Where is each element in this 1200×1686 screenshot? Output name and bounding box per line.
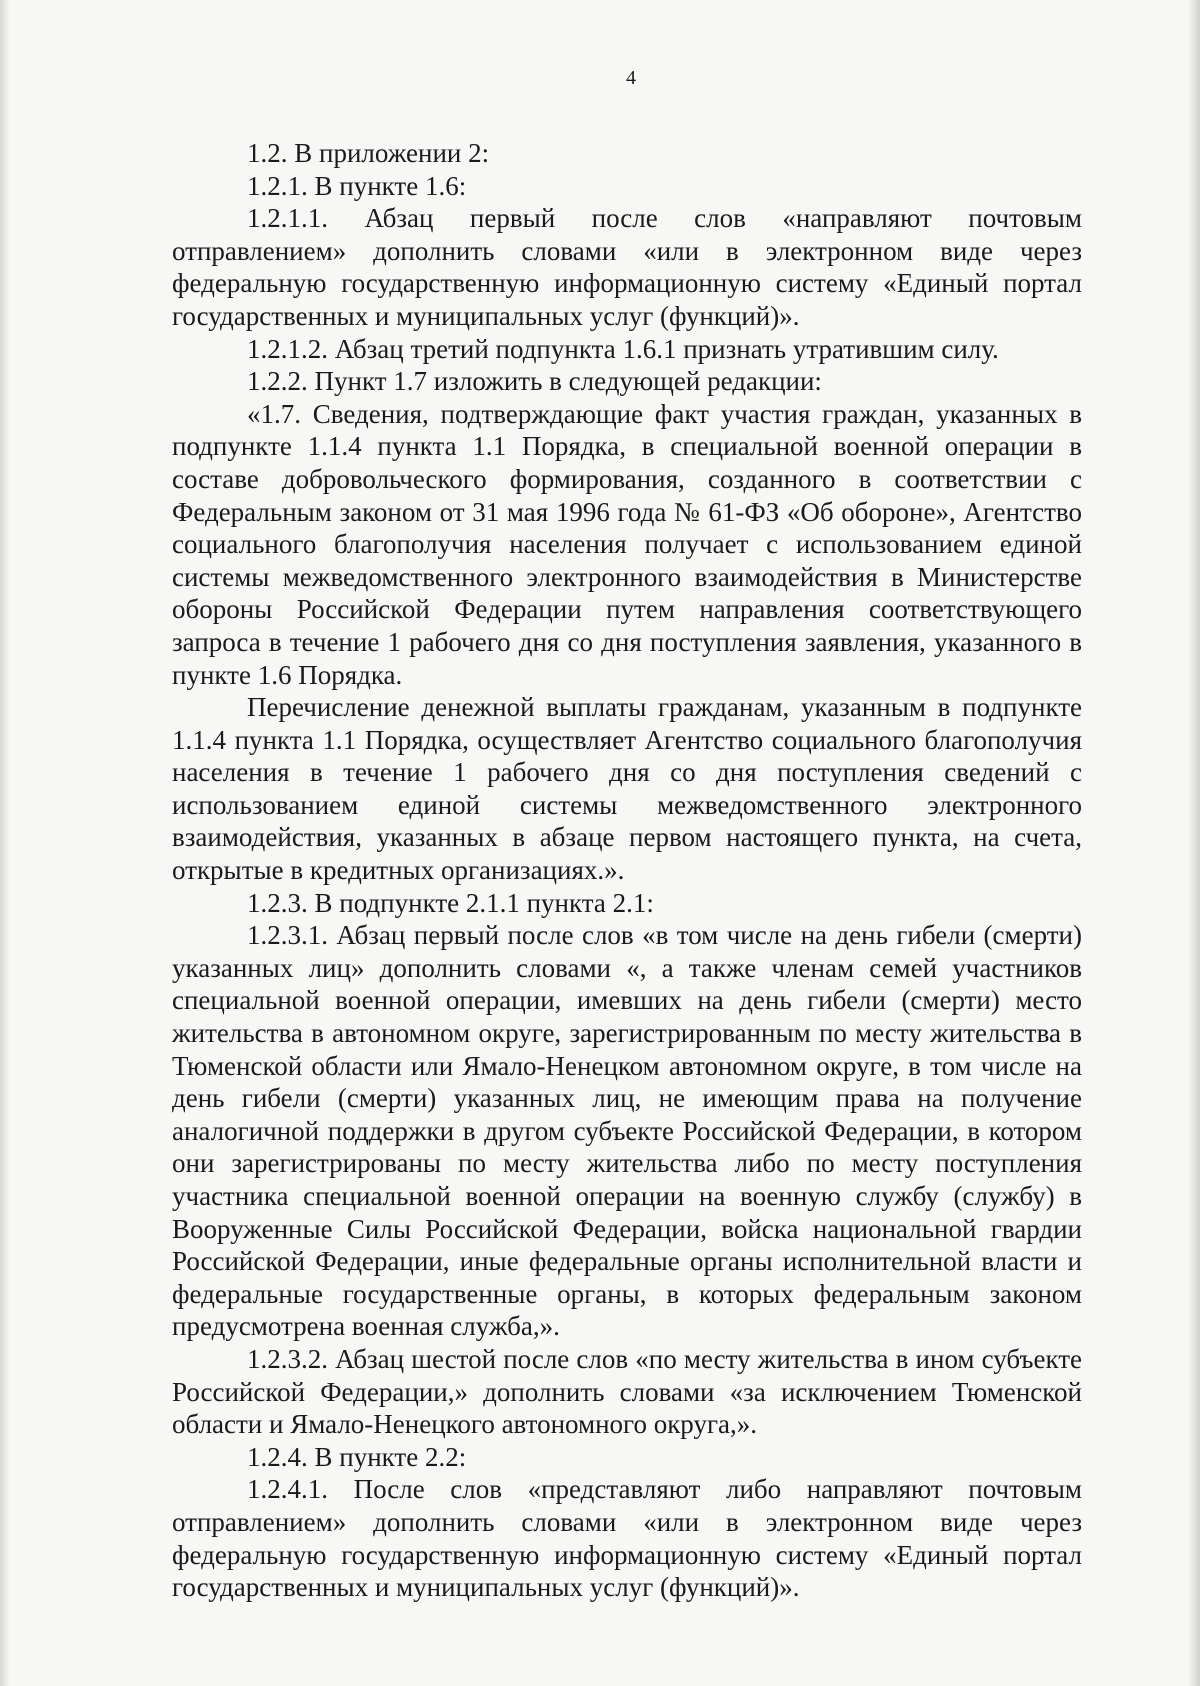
paragraph-1-2-3-1: 1.2.3.1. Абзац первый после слов «в том числе на день гибели (смерти) указанных лиц» дополнить словами «, а также членам семей участников специальной военной операции, имевших на день гибели (смерти) место жительства в автономном округе, зарегистрированным по месту жительства в Тюменской области или Ямало-Ненецком автономном округе, в том числе на день гибели (смерти) указанных лиц, не имеющим права на получение аналогичной поддержки в другом субъекте Российской Федерации, в котором они зарегистрированы по месту жительства либо по месту поступления участника специальной военной операции на военную службу (службу) в Вооруженные Силы Российской Федерации, войска национальной гвардии Российской Федерации, иные федеральные органы исполнительной власти и федеральные государственные органы, в которых федеральным законом предусмотрена военная служба,». bbox=[172, 920, 1082, 1342]
document-body bbox=[172, 137, 1082, 1604]
paragraph-1-7-transfer: Перечисление денежной выплаты гражданам, указанным в подпункте 1.1.4 пункта 1.1 Порядка, осуществляет Агентство социального благополучия населения в течение 1 рабочего дня со дня поступления сведений с использованием единой системы межведомственного электронного взаимодействия, указанных в абзаце первом настоящего пункта, на счета, открытые в кредитных организациях.». bbox=[172, 692, 1082, 886]
paragraph-1-2-4-1: 1.2.4.1. После слов «представляют либо направляют почтовым отправлением» дополнить словами «или в электронном виде через федеральную государственную информационную систему «Единый портал государственных и муниципальных услуг (функций)». bbox=[172, 1474, 1082, 1603]
paragraph-1-2-4: 1.2.4. В пункте 2.2: bbox=[247, 1441, 467, 1472]
paragraph-1-2: 1.2. В приложении 2: bbox=[247, 138, 490, 168]
paragraph-1-2-2: 1.2.2. Пункт 1.7 изложить в следующей редакции: bbox=[247, 366, 822, 397]
paragraph-1-7-quote: «1.7. Сведения, подтверждающие факт участия граждан, указанных в подпункте 1.1.4 пункта 1.1 Порядка, в специальной военной операции в составе добровольческого формирования, созданного в соответствии с Федеральным законом от 31 мая 1996 года № 61-ФЗ «Об обороне», Агентство социального благополучия населения получает с использованием единой системы межведомственного электронного взаимодействия в Министерстве обороны Российской Федерации путем направления соответствующего запроса в течение 1 рабочего дня со дня поступления заявления, указанного в пункте 1.6 Порядка. bbox=[172, 398, 1082, 690]
paragraph-1-2-1-2: 1.2.1.2. Абзац третий подпункта 1.6.1 признать утратившим силу. bbox=[247, 333, 999, 364]
paragraph-1-2-1-1: 1.2.1.1. Абзац первый после слов «направляют почтовым отправлением» дополнить словами «или в электронном виде через федеральную государственную информационную систему «Единый портал государственных и муниципальных услуг (функций)». bbox=[172, 203, 1082, 331]
page-number: 4 bbox=[626, 67, 636, 89]
paragraph-1-2-3-2: 1.2.3.2. Абзац шестой после слов «по месту жительства в ином субъекте Российской Федерации,» дополнить словами «за исключением Тюменской области и Ямало-Ненецкого автономного округа,». bbox=[172, 1343, 1082, 1440]
paragraph-1-2-1: 1.2.1. В пункте 1.6: bbox=[247, 170, 467, 201]
paragraph-1-2-3: 1.2.3. В подпункте 2.1.1 пункта 2.1: bbox=[247, 887, 654, 918]
